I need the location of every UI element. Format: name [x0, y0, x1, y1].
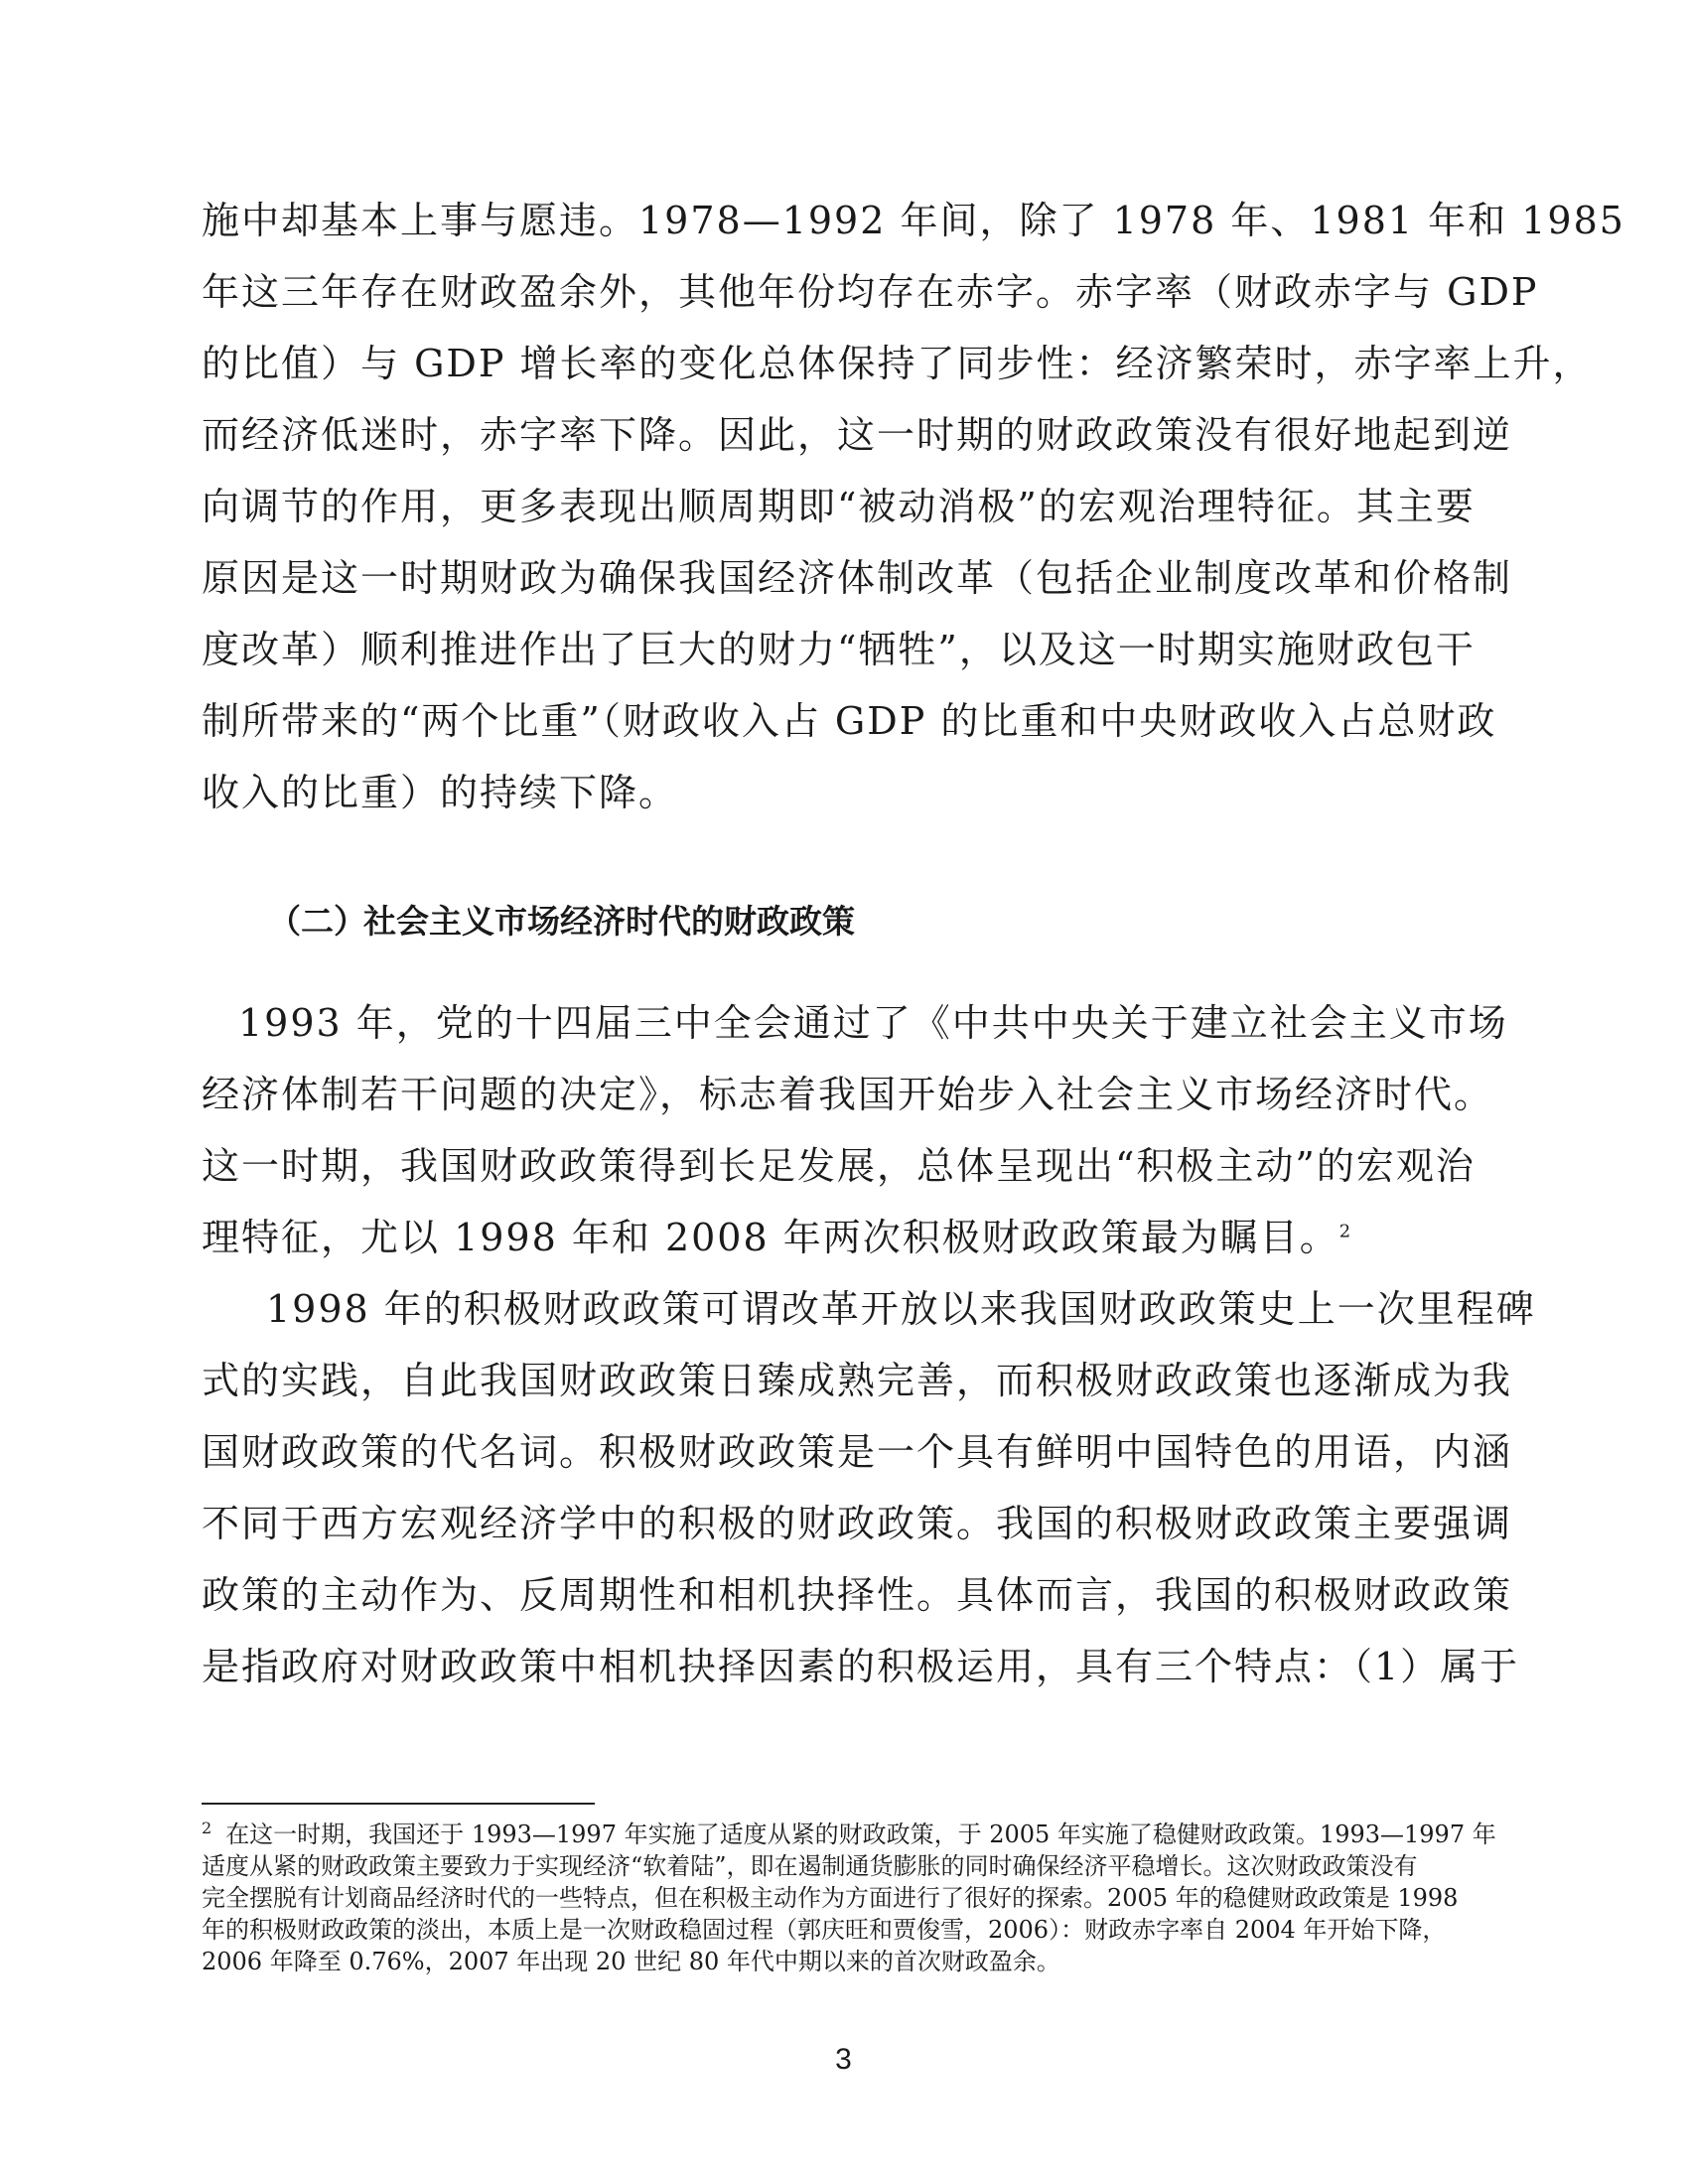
text-line: 的比值）与 GDP 增长率的变化总体保持了同步性：经济繁荣时，赤字率上升，	[202, 342, 1593, 385]
text-line: 1998 年的积极财政政策可谓改革开放以来我国财政政策史上一次里程碑	[266, 1287, 1536, 1331]
section-heading	[268, 899, 855, 945]
footnote-line: 适度从紧的财政政策主要致力于实现经济“软着陆”，即在遏制通货膨胀的同时确保经济平稳增长。这次财政政策没有	[202, 1852, 1418, 1880]
footnote-line: 完全摆脱有计划商品经济时代的一些特点，但在积极主动作为方面进行了很好的探索。2005 年的稳健财政政策是 1998	[202, 1884, 1459, 1912]
text-line: 原因是这一时期财政为确保我国经济体制改革（包括企业制度改革和价格制	[202, 556, 1513, 600]
footnote-line: 年的积极财政政策的淡出，本质上是一次财政稳固过程（郭庆旺和贾俊雪，2006）：财政赤字率自 2004 年开始下降，	[202, 1916, 1447, 1944]
footnote-separator	[202, 1803, 595, 1805]
text-line: 理特征，尤以 1998 年和 2008 年两次积极财政政策最为瞩目。	[202, 1216, 1339, 1259]
text-line: 收入的比重）的持续下降。	[202, 771, 679, 814]
text-line: 而经济低迷时，赤字率下降。因此，这一时期的财政政策没有很好地起到逆	[202, 413, 1513, 457]
footnote-mark: 2	[202, 1819, 212, 1837]
footnote-line: 2006 年降至 0.76%，2007 年出现 20 世纪 80 年代中期以来的首次财政盈余。	[202, 1948, 1060, 1975]
text-line: 年这三年存在财政盈余外，其他年份均存在赤字。赤字率（财政赤字与 GDP	[202, 270, 1539, 314]
page-number: 3	[835, 2043, 852, 2076]
text-line: 式的实践，自此我国财政政策日臻成熟完善，而积极财政政策也逐渐成为我	[202, 1359, 1513, 1402]
text-line: 这一时期，我国财政政策得到长足发展，总体呈现出“积极主动”的宏观治	[202, 1144, 1476, 1188]
text-line: 不同于西方宏观经济学中的积极的财政政策。我国的积极财政政策主要强调	[202, 1502, 1513, 1545]
text-line: 1993 年，党的十四届三中全会通过了《中共中央关于建立社会主义市场	[238, 1001, 1508, 1045]
text-line: 制所带来的“两个比重”（财政收入占 GDP 的比重和中央财政收入占总财政	[202, 699, 1497, 743]
section-number: （二）	[268, 902, 366, 941]
text-line: 度改革）顺利推进作出了巨大的财力“牺牲”，以及这一时期实施财政包干	[202, 628, 1476, 671]
text-line-with-footnote	[202, 1212, 1492, 1263]
text-line: 向调节的作用，更多表现出顺周期即“被动消极”的宏观治理特征。其主要	[202, 485, 1476, 528]
text-line: 施中却基本上事与愿违。1978—1992 年间，除了 1978 年、1981 年和 1985	[202, 199, 1625, 242]
text-line: 政策的主动作为、反周期性和相机抉择性。具体而言，我国的积极财政政策	[202, 1573, 1513, 1617]
text-line: 经济体制若干问题的决定》，标志着我国开始步入社会主义市场经济时代。	[202, 1073, 1494, 1116]
footnote-line	[202, 1819, 1496, 1849]
text-line: 国财政政策的代名词。积极财政政策是一个具有鲜明中国特色的用语，内涵	[202, 1430, 1513, 1474]
footnote-text: 在这一时期，我国还于 1993—1997 年实施了适度从紧的财政政策，于 2005 年实施了稳健财政政策。1993—1997 年	[225, 1820, 1496, 1848]
footnote-reference[interactable]: 2	[1338, 1221, 1353, 1242]
text-line: 是指政府对财政政策中相机抉择因素的积极运用，具有三个特点：（1）属于	[202, 1645, 1520, 1688]
section-title: 社会主义市场经济时代的财政政策	[363, 902, 855, 941]
